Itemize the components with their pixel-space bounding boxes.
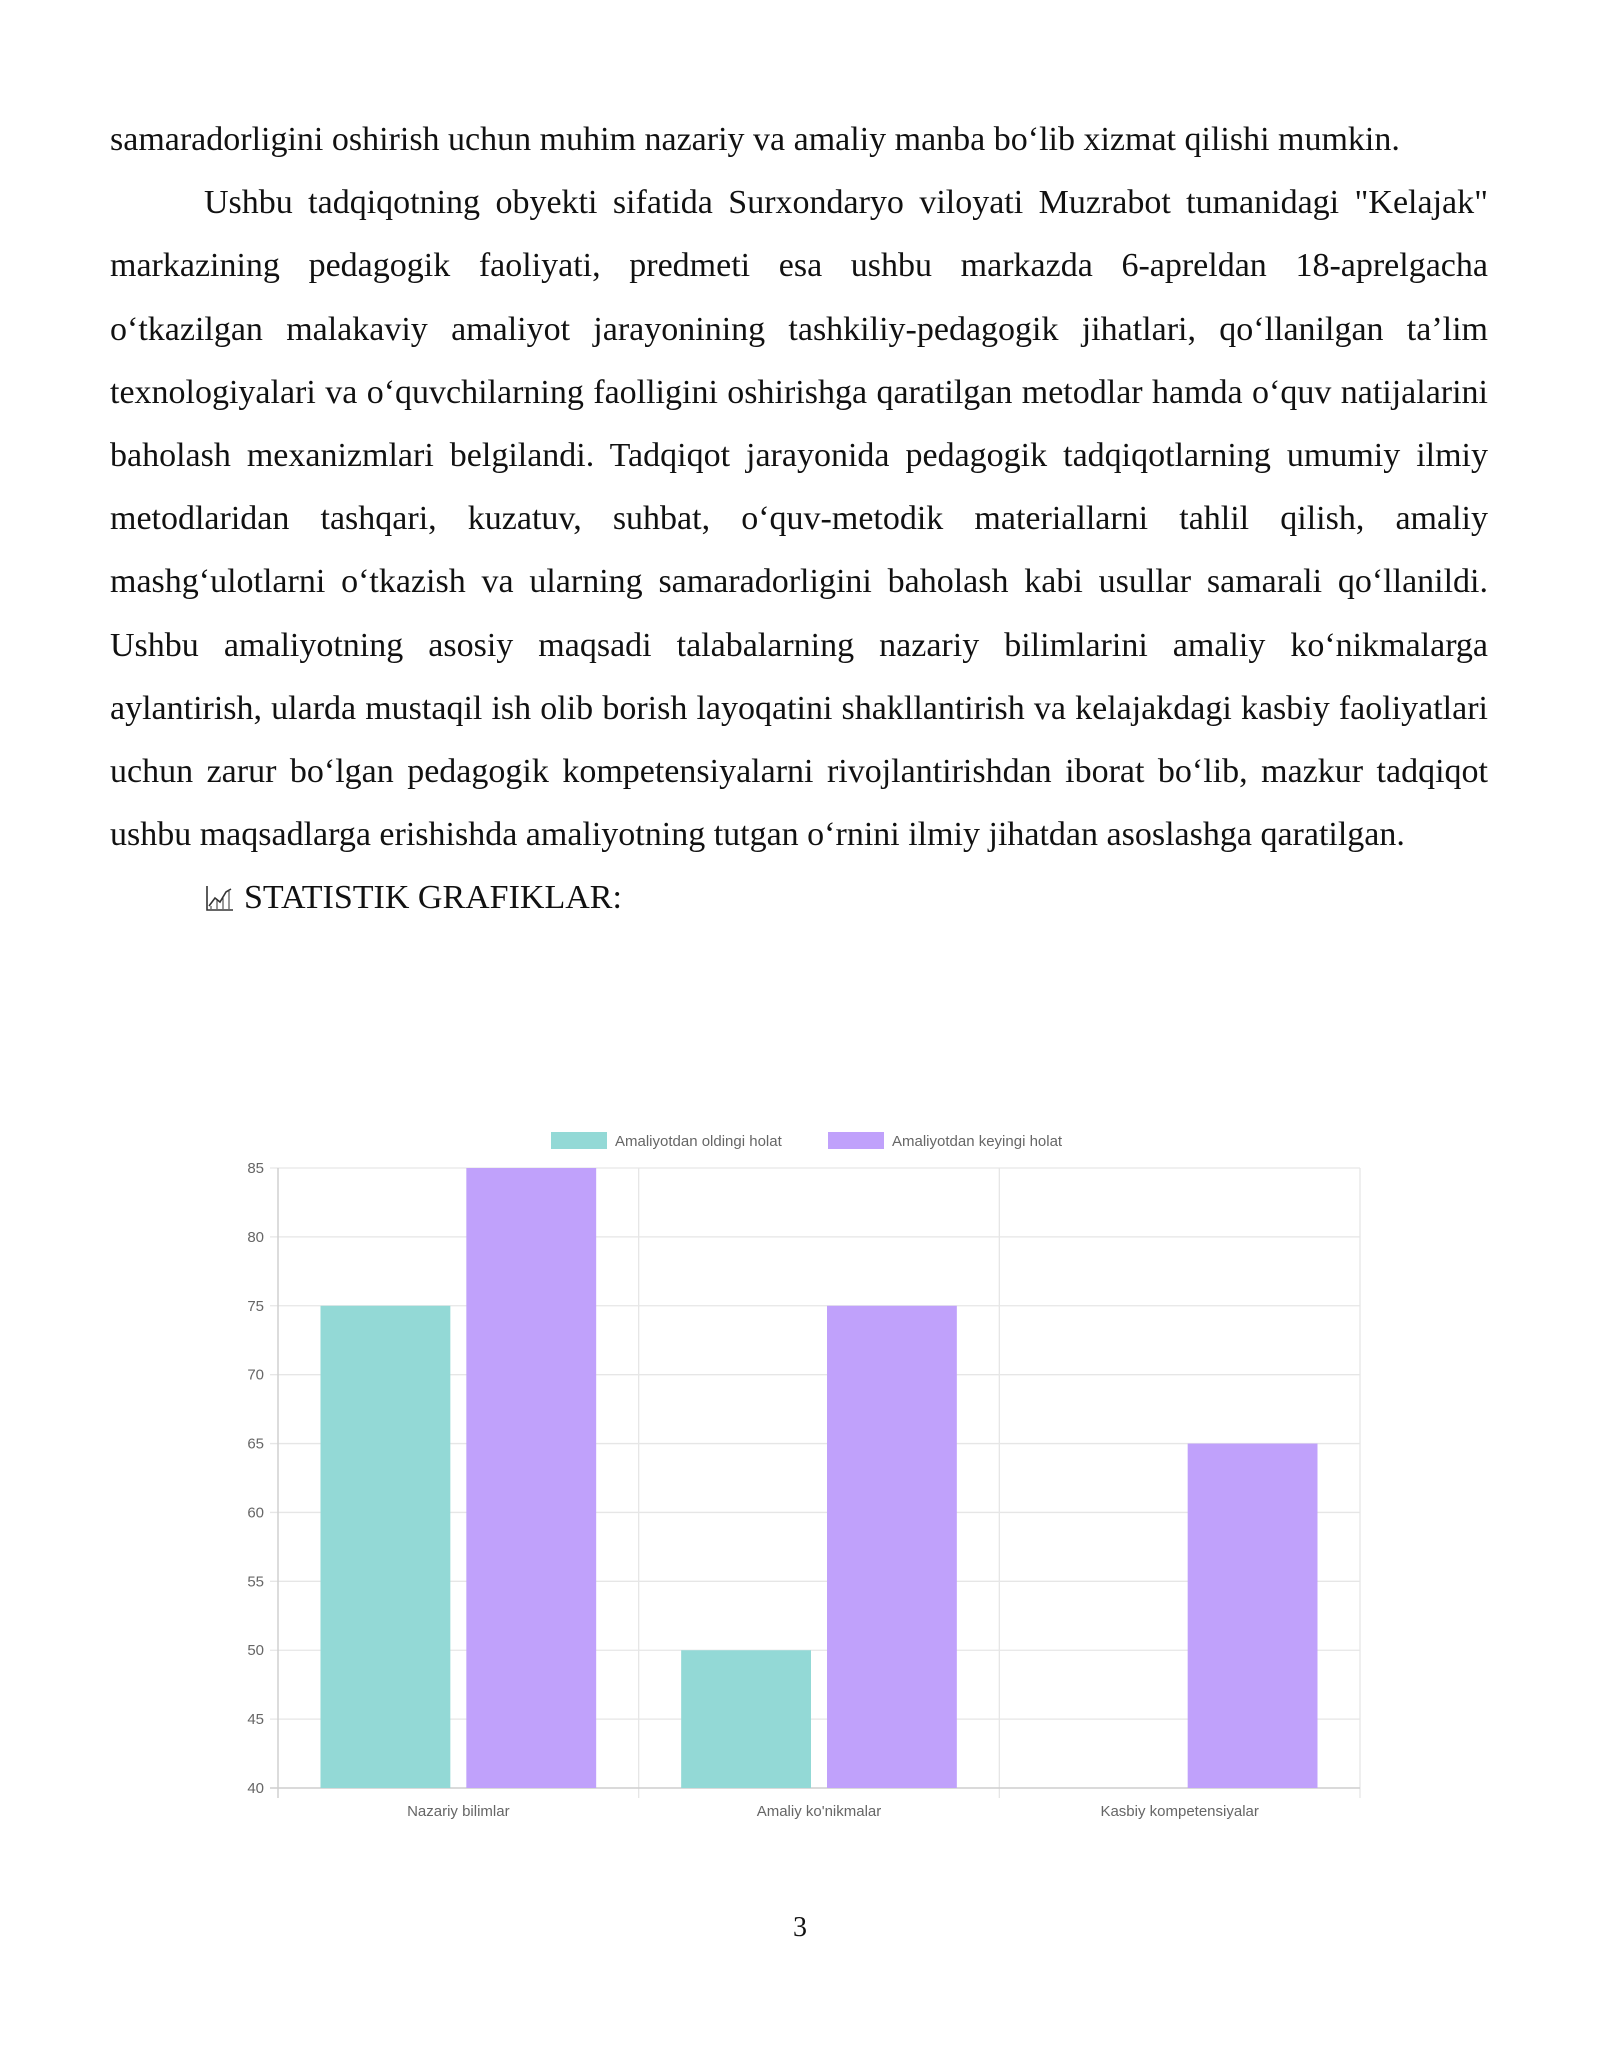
bar-before — [681, 1650, 811, 1788]
section-heading — [110, 866, 1488, 929]
bar-before — [320, 1306, 450, 1788]
body-text — [110, 108, 1488, 930]
legend-swatch — [828, 1132, 884, 1149]
legend-swatch — [551, 1132, 607, 1149]
x-category-label: Kasbiy kompetensiyalar — [1100, 1803, 1259, 1820]
paragraph-research-object: Ushbu tadqiqotning obyekti sifatida Surxondaryo viloyati Muzrabot tumanidagi "Kelajak" markazining pedagogik faoliyati, predmeti esa ushbu markazda 6-apreldan 18-aprelgacha o‘tkazilgan malakaviy amaliyot jarayonining tashkiliy-pedagogik jihatlari, qo‘llanilgan ta’lim texnologiyalari va o‘quvchilarning faolligini oshirishga qaratilgan metodlar hamda o‘quv natijalarini baholash mexanizmlari belgilandi. Tadqiqot jarayonida pedagogik tadqiqotlarning umumiy ilmiy metodlaridan tashqari, kuzatuv, suhbat, o‘quv-metodik materiallarni tahlil qilish, amaliy mashg‘ulotlarni o‘tkazish va ularning samaradorligini baholash kabi usullar samarali qo‘llanildi. Ushbu amaliyotning asosiy maqsadi talabalarning nazariy bilimlarini amaliy ko‘nikmalarga aylantirish, ularda mustaqil ish olib borish layoqatini shakllantirish va kelajakdagi kasbiy faoliyatlari uchun zarur bo‘lgan pedagogik kompetensiyalarni rivojlantirishdan iborat bo‘lib, mazkur tadqiqot ushbu maqsadlarga erishishda amaliyotning tutgan o‘rnini ilmiy jihatdan asoslashga qaratilgan. — [110, 184, 1488, 854]
chart-increasing-icon — [204, 882, 236, 914]
y-tick-label: 65 — [247, 1435, 264, 1453]
bar-after — [1188, 1444, 1318, 1788]
x-category-label: Nazariy bilimlar — [407, 1803, 510, 1820]
bar-chart — [220, 1120, 1380, 1840]
bar-after — [827, 1306, 957, 1788]
page-number: 3 — [793, 1912, 807, 1943]
y-tick-label: 85 — [247, 1160, 264, 1177]
y-tick-label: 60 — [247, 1504, 264, 1522]
y-tick-label: 80 — [247, 1228, 264, 1246]
y-tick-label: 45 — [247, 1711, 264, 1729]
section-heading-text: STATISTIK GRAFIKLAR: — [244, 879, 622, 917]
bar-chart-svg — [220, 1120, 1380, 1840]
bar-after — [466, 1168, 596, 1788]
x-category-label: Amaliy ko'nikmalar — [756, 1803, 882, 1820]
y-tick-label: 55 — [247, 1573, 264, 1591]
paragraph-continuation: samaradorligini oshirish uchun muhim nazariy va amaliy manba bo‘lib xizmat qilishi mumkin. — [110, 121, 1400, 158]
y-tick-label: 75 — [247, 1297, 264, 1315]
y-tick-label: 50 — [247, 1642, 264, 1660]
legend-label: Amaliyotdan keyingi holat — [892, 1133, 1063, 1150]
y-tick-label: 70 — [247, 1366, 264, 1384]
y-tick-label: 40 — [247, 1780, 264, 1797]
legend-label: Amaliyotdan oldingi holat — [615, 1133, 782, 1150]
